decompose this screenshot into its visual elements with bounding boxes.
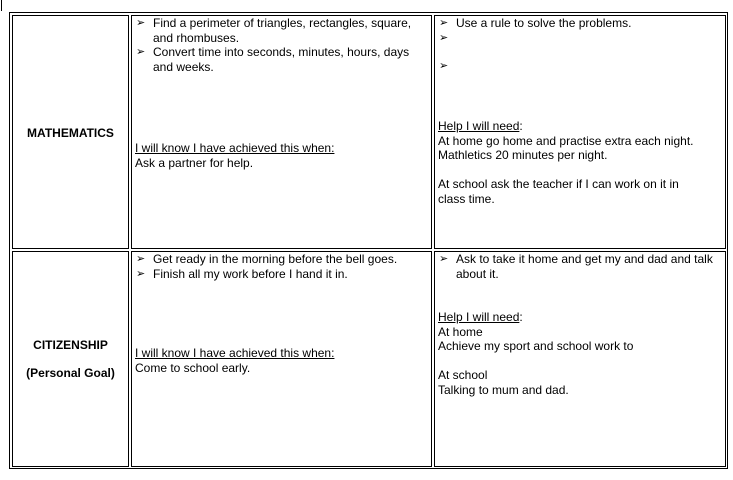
help-line: Mathletics 20 minutes per night. <box>438 148 608 162</box>
achieved-text: Ask a partner for help. <box>135 155 254 170</box>
help-line <box>438 354 721 369</box>
arrowhead-bullet-icon: ➢ <box>136 17 146 29</box>
goal-item: ➢ Find a perimeter of triangles, rectangles, square, and rhombuses. <box>136 16 412 45</box>
subject-label: CITIZENSHIP <box>33 338 108 352</box>
goal-list <box>135 16 427 74</box>
subject-cell-citizenship <box>12 251 129 467</box>
help-line: At school ask the teacher if I can work on it in <box>438 177 679 191</box>
arrowhead-bullet-icon: ➢ <box>439 60 449 72</box>
achieved-heading: I will know I have achieved this when: <box>135 346 335 360</box>
help-line: class time. <box>438 191 495 206</box>
help-heading: Help I will need <box>438 310 520 324</box>
help-heading: Help I will need <box>438 119 520 133</box>
goals-cell-mathematics <box>131 15 432 249</box>
strategy-item <box>438 31 721 46</box>
goals-cell-citizenship <box>131 251 432 467</box>
help-heading-line: Help I will need: <box>438 119 523 133</box>
help-heading-line: Help I will need: <box>438 310 523 324</box>
achieved-heading: I will know I have achieved this when: <box>135 141 335 155</box>
strategy-item: ➢ Ask to take it home and get my and dad and talk about it. <box>439 252 713 281</box>
achieved-block <box>135 346 427 375</box>
achieved-block <box>135 141 427 170</box>
help-line: At home go home and practise extra each night. <box>438 133 694 148</box>
margin-rule <box>1 0 2 11</box>
arrowhead-bullet-icon: ➢ <box>136 253 146 265</box>
help-line: At school <box>438 368 488 382</box>
achieved-text: Come to school early. <box>135 360 251 375</box>
arrowhead-bullet-icon: ➢ <box>439 31 449 44</box>
subject-label: MATHEMATICS <box>27 126 114 140</box>
arrowhead-bullet-icon: ➢ <box>136 46 146 58</box>
help-line: Talking to mum and dad. <box>438 382 569 397</box>
arrowhead-bullet-icon: ➢ <box>439 253 449 265</box>
help-line: At home <box>438 324 483 339</box>
help-block <box>438 119 721 206</box>
goals-table <box>9 12 728 469</box>
strategy-item: ➢ Use a rule to solve the problems. <box>439 16 632 30</box>
goal-list <box>135 252 427 281</box>
help-block <box>438 310 721 397</box>
strategy-list <box>438 252 721 281</box>
strategies-cell-citizenship <box>434 251 726 467</box>
subject-cell-mathematics <box>12 15 129 249</box>
strategies-cell-mathematics <box>434 15 726 249</box>
help-line <box>438 163 721 178</box>
arrowhead-bullet-icon: ➢ <box>136 267 146 280</box>
help-line: Achieve my sport and school work to <box>438 339 634 353</box>
goal-item: ➢ Get ready in the morning before the bell goes. <box>136 252 398 266</box>
goal-item: ➢ Finish all my work before I hand it in. <box>136 266 348 281</box>
subject-sublabel: (Personal Goal) <box>26 366 115 380</box>
goal-item: ➢ Convert time into seconds, minutes, hours, days and weeks. <box>136 45 410 74</box>
arrowhead-bullet-icon: ➢ <box>439 17 449 29</box>
strategy-list <box>438 16 721 74</box>
strategy-item <box>438 59 721 74</box>
